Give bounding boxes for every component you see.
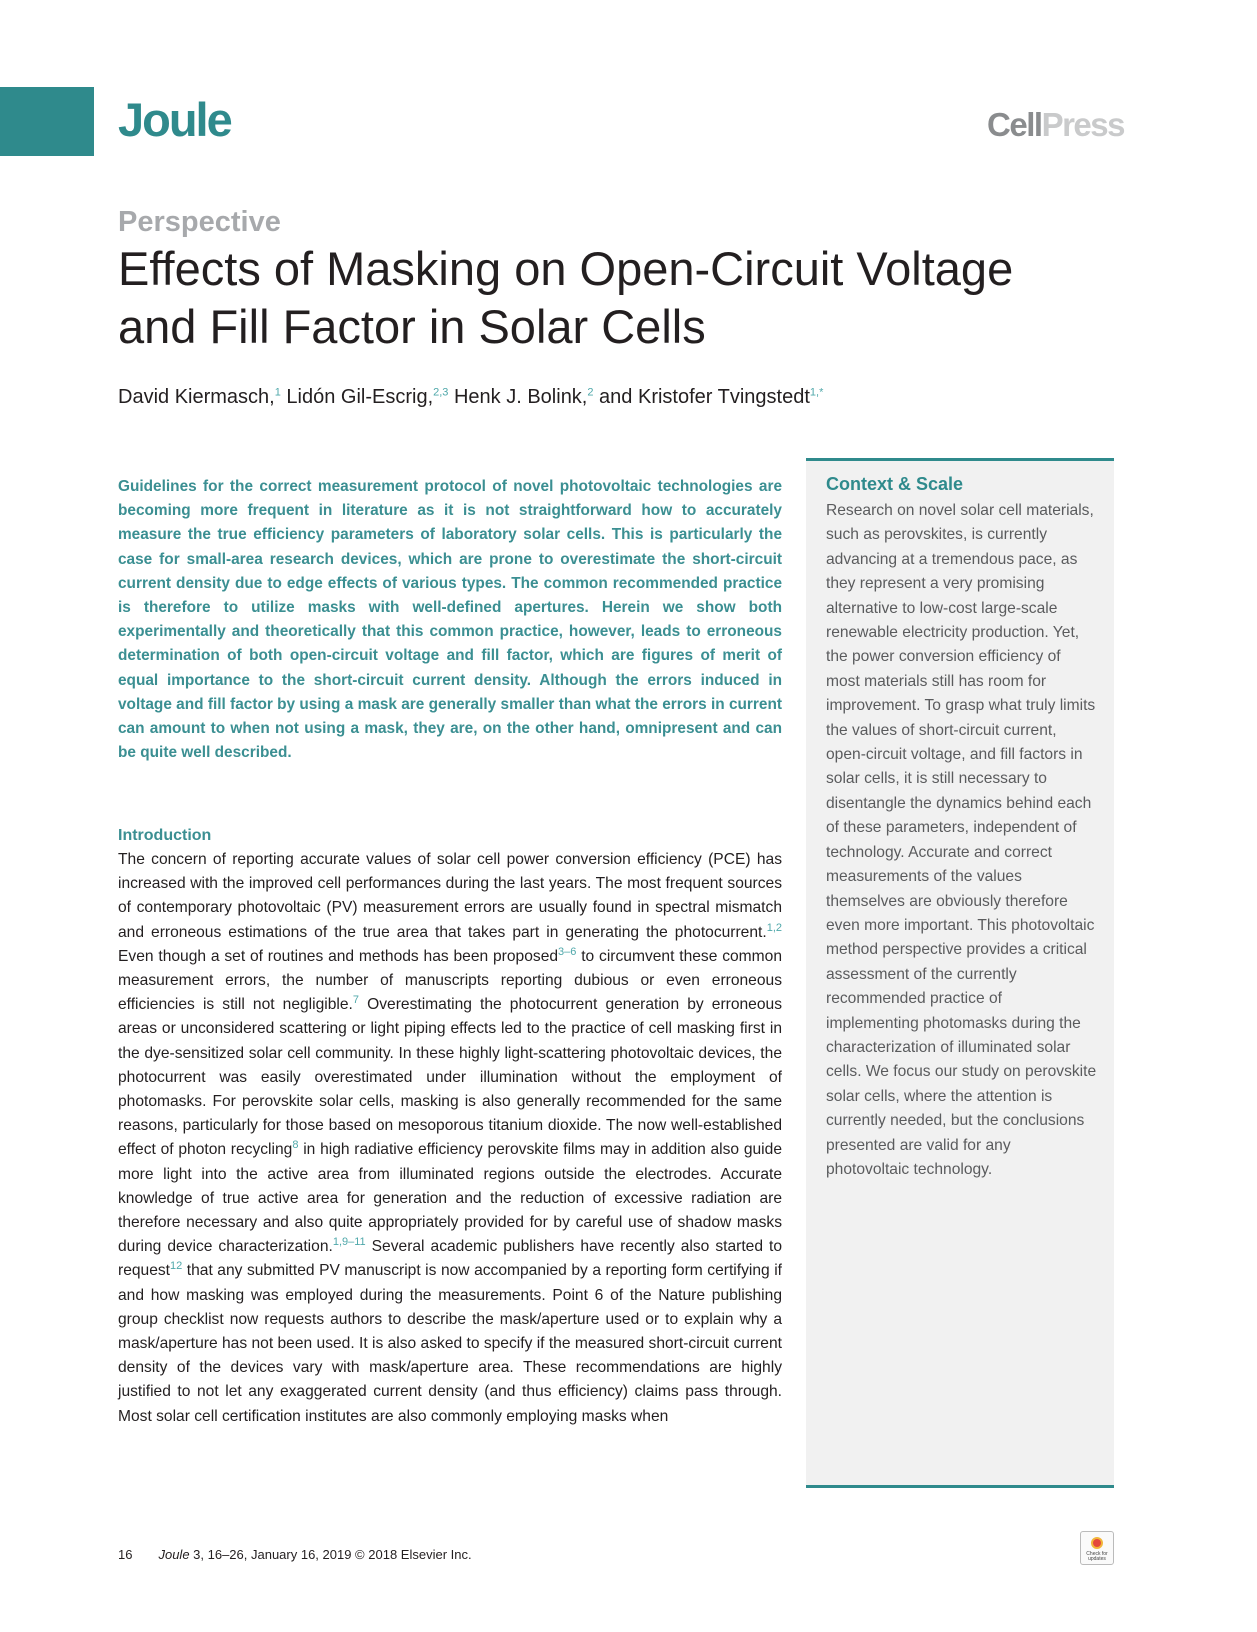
page-footer xyxy=(118,1545,472,1565)
body-text-segment: Several academic publishers have recently also started to request xyxy=(118,1238,783,1280)
article-type: Perspective xyxy=(118,206,281,238)
sidebar-heading: Context & Scale xyxy=(826,474,964,494)
affiliation-link[interactable]: 2 xyxy=(587,386,594,399)
check-for-updates-button[interactable] xyxy=(1080,1531,1114,1565)
page-number: 16 xyxy=(118,1547,133,1562)
citation-link[interactable]: 3–6 xyxy=(558,945,577,958)
publisher-logo-part2: Press xyxy=(1041,106,1124,143)
body-text-segment: Even though a set of routines and methods has been proposed xyxy=(118,947,559,965)
sidebar-text: Research on novel solar cell materials, such as perovskites, is currently advancing at a tremendous pace, as they represent a very promising alternative to low-cost large-scale renewable electricity production. Yet, the power conversion efficiency of most materials still has room for improvement. To grasp what truly limits the values of short-circuit current, open-circuit voltage, and fill factors in solar cells, it is still necessary to disentangle the dynamics behind each of these parameters, independent of technology. Accurate and correct measurements of the values themselves are obviously therefore even more important. This photovoltaic method perspective provides a critical assessment of the currently recommended practice of implementing photomasks during the characterization of illuminated solar cells. We focus our study on perovskite solar cells, where the attention is currently needed, but the conclusions presented are valid for any photovoltaic technology. xyxy=(826,502,1097,1178)
body-text-segment: to circumvent these common measurement errors, the number of manuscripts reporting dubious or even erroneous efficiencies is still not negligible. xyxy=(118,947,783,1014)
author-name: Henk J. Bolink, xyxy=(448,386,588,408)
footer-journal: Joule xyxy=(158,1547,190,1562)
introduction-body xyxy=(118,848,782,1429)
affiliation-link[interactable]: 1 xyxy=(274,386,281,399)
citation-link[interactable]: 1,9–11 xyxy=(332,1236,366,1249)
footer-citation: 3, 16–26, January 16, 2019 © 2018 Elsevier Inc. xyxy=(189,1547,472,1562)
publisher-logo xyxy=(987,103,1124,147)
citation-link[interactable]: 7 xyxy=(352,994,360,1007)
body-text-segment: that any submitted PV manuscript is now accompanied by a reporting form certifying if and how masking was employed during the measurements. Point 6 of the Nature publishing group checklist now requests authors to describe the mask/aperture used or to explain why a mask/aperture has not been used. It is also asked to specify if the measured short-circuit current density of the devices vary with mask/aperture area. These recommendations are highly justified to not let any exaggerated current density (and thus efficiency) claims pass through. Most solar cell certification institutes are also commonly employing masks when xyxy=(118,1262,782,1425)
author-name: David Kiermasch, xyxy=(118,386,275,408)
body-text-segment: The concern of reporting accurate values of solar cell power conversion efficiency (PCE) has increased with the improved cell performances during the last years. The most frequent sources of contemporary photovoltaic (PV) measurement errors are usually found in spectral mismatch and erroneous estimations of the true area that takes part in generating the photocurrent. xyxy=(118,851,782,941)
summary-abstract: Guidelines for the correct measurement protocol of novel photovoltaic technologies are becoming more frequent in literature as it is not straightforward how to accurately measure the true efficiency parameters of laboratory solar cells. This is particularly the case for small-area research devices, which are prone to overestimate the short-circuit current density due to edge effects of various types. The common recommended practice is therefore to utilize masks with well-defined apertures. Herein we show both experimentally and theoretically that this common practice, however, leads to erroneous determination of both open-circuit voltage and fill factor, which are figures of merit of equal importance to the short-circuit current density. Although the errors induced in voltage and fill factor by using a mask are generally smaller than what the errors in current can amount to when not using a mask, they are, on the other hand, omnipresent and can be quite well described. xyxy=(118,478,782,762)
author-list xyxy=(118,383,823,411)
journal-logo: Joule xyxy=(118,93,231,146)
journal-brand-block xyxy=(0,87,94,156)
section-heading-introduction: Introduction xyxy=(118,827,212,844)
citation-link[interactable]: 1,2 xyxy=(766,921,782,934)
author-name: and Kristofer Tvingstedt xyxy=(593,386,810,408)
publisher-logo-part1: Cell xyxy=(987,106,1042,143)
body-text-segment: in high radiative efficiency perovskite films may in addition also guide more light into the active area from illuminated regions outside the electrodes. Accurate knowledge of true active area for generation and the reduction of excessive radiation are therefore necessary and also quite appropriately provided for by careful use of shadow masks during device characterization. xyxy=(118,1141,782,1256)
affiliation-link[interactable]: 2,3 xyxy=(433,386,449,399)
author-name: Lidón Gil-Escrig, xyxy=(280,386,434,408)
context-and-scale-box xyxy=(806,458,1114,1488)
badge-label: Check for updates xyxy=(1086,1551,1108,1562)
bookmark-icon xyxy=(1091,1537,1103,1549)
affiliation-link[interactable]: 1,* xyxy=(809,386,824,399)
body-text-segment: Overestimating the photocurrent generation by erroneous areas or unconsidered scattering or light piping effects led to the practice of cell masking first in the dye-sensitized solar cell community. In these highly light-scattering photovoltaic devices, the photocurrent was easily overestimated under illumination without the employment of photomasks. For perovskite solar cells, masking is also generally recommended for the same reasons, particularly for those based on mesoporous titanium dioxide. The now well-established effect of photon recycling xyxy=(118,996,782,1159)
citation-link[interactable]: 12 xyxy=(170,1260,183,1273)
article-title: Effects of Masking on Open-Circuit Voltage and Fill Factor in Solar Cells xyxy=(118,242,1014,353)
citation-link[interactable]: 8 xyxy=(292,1139,299,1152)
